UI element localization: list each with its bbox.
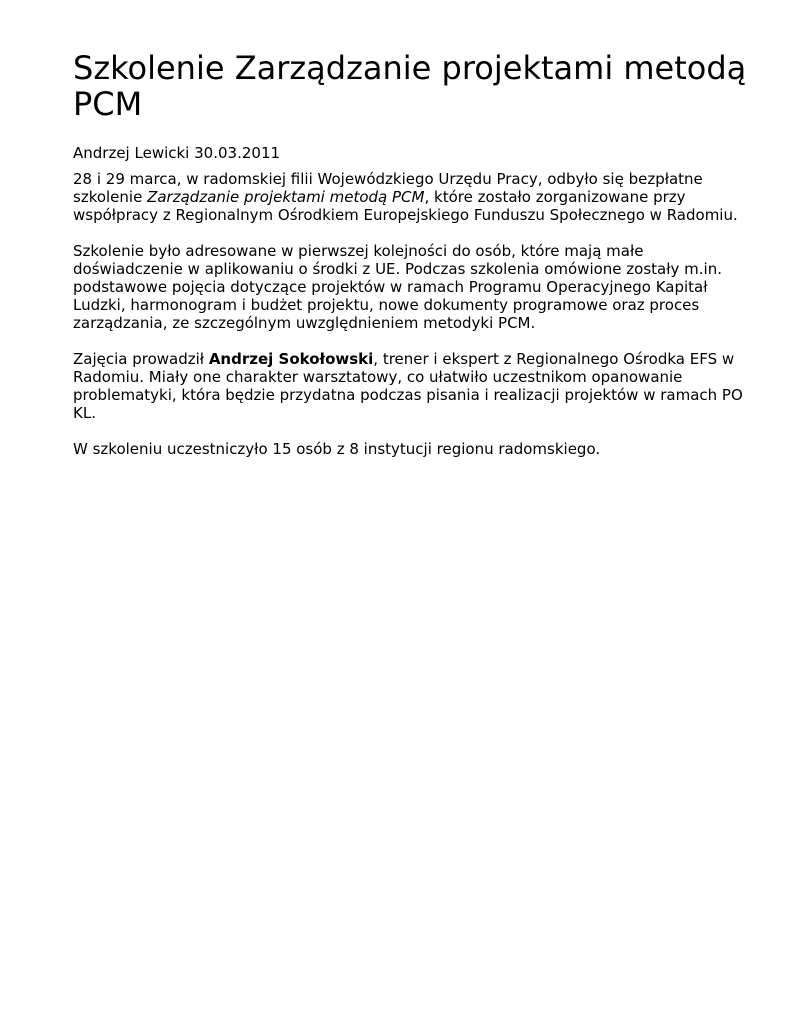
paragraph-3 <box>73 350 753 422</box>
paragraph-1-text-before: 28 i 29 marca, w radomskiej filii Wojewódzkiego Urzędu Pracy, odbyło się bezpłatne szkolenie <box>73 170 703 206</box>
publish-date: 30.03.2011 <box>194 144 281 162</box>
article-byline <box>73 144 751 162</box>
paragraph-2: Szkolenie było adresowane w pierwszej kolejności do osób, które mają małe doświadczenie w aplikowaniu o środki z UE. Podczas szkolenia omówione zostały m.in. podstawowe pojęcia dotyczące projektów w ramach Programu Operacyjnego Kapitał Ludzki, harmonogram i budżet projektu, nowe dokumenty programowe oraz proces zarządzania, ze szczególnym uwzględnieniem metodyki PCM. <box>73 242 722 332</box>
paragraph-3-text-before: Zajęcia prowadził <box>73 350 209 368</box>
paragraph-1 <box>73 170 753 224</box>
author-name: Andrzej Lewicki <box>73 144 190 162</box>
article-title: Szkolenie Zarządzanie projektami metodą PCM <box>73 49 747 123</box>
paragraph-3-text-after: , trener i ekspert z Regionalnego Ośrodka EFS w Radomiu. Miały one charakter warsztatowy, co ułatwiło uczestnikom opanowanie problematyki, która będzie przydatna podczas pisania i realizacji projektów w ramach PO KL. <box>73 350 743 422</box>
training-title-emphasis: Zarządzanie projektami metodą PCM <box>147 188 425 206</box>
paragraph-4: W szkoleniu uczestniczyło 15 osób z 8 instytucji regionu radomskiego. <box>73 440 601 458</box>
trainer-name: Andrzej Sokołowski <box>208 350 374 368</box>
paragraph-1-text-after: , które zostało zorganizowane przy współpracy z Regionalnym Ośrodkiem Europejskiego Funduszu Społecznego w Radomiu. <box>73 188 738 224</box>
